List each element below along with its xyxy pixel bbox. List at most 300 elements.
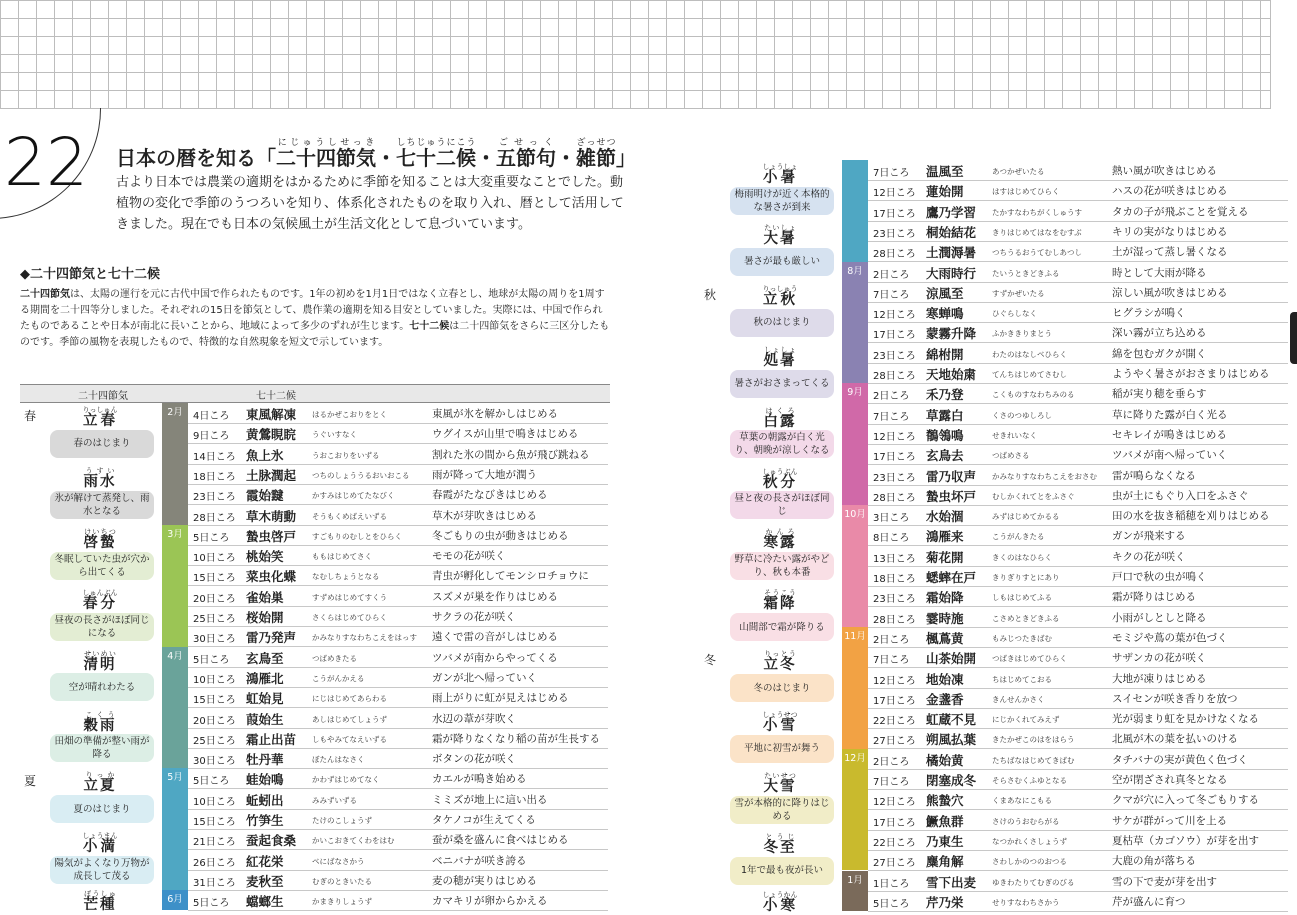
row-kou: 東風解凍 (246, 407, 297, 422)
sekki-cell (720, 221, 840, 282)
row-date: 23日ころ (873, 228, 916, 240)
sekki-name (720, 224, 840, 248)
row-date: 31日ころ (193, 877, 236, 889)
title-separator: ・ (556, 146, 576, 170)
row-date: 12日ころ (873, 188, 916, 200)
table-row (868, 627, 1288, 648)
sekki-name (720, 891, 840, 915)
title-term: 七十二候しちじゅうにこう (396, 138, 476, 170)
row-meaning: 雨が降って大地が潤う (432, 468, 537, 481)
table-row (868, 180, 1288, 201)
sekki-ruby: 芒種ぼうしゅ (83, 890, 117, 914)
sekki-cell (720, 830, 840, 891)
title-suffix: 」 (616, 146, 636, 170)
table-row (868, 586, 1288, 607)
table-row (188, 708, 608, 729)
row-kou: 蓮始開 (926, 184, 964, 200)
title-separator: ・ (476, 146, 496, 170)
row-reading: にじはじめてあらわる (312, 694, 387, 704)
table-row (868, 383, 1288, 404)
row-meaning: 草木が芽吹きはじめる (432, 509, 537, 522)
title-term: 雑節ざっせつ (576, 138, 616, 170)
row-kou: 紅花栄 (246, 853, 284, 869)
sekki-description: 陽気がよくなり万物が成長して茂る (50, 856, 154, 884)
sekki-cell (720, 343, 840, 404)
sekki-ruby: 立冬りっとう (763, 650, 797, 674)
sekki-name (40, 650, 160, 674)
row-kou: 禾乃登 (926, 387, 964, 403)
row-kou: 水始涸 (926, 509, 964, 525)
row-meaning: ベニバナが咲き誇る (432, 854, 527, 867)
row-kou: 大雨時行 (926, 265, 977, 281)
month-label: 6月 (167, 894, 183, 906)
sekki-description: 田畑の準備が整い雨が降る (50, 734, 154, 762)
month-label: 10月 (844, 509, 866, 521)
row-kou: 雷乃発声 (246, 630, 297, 646)
sekki-ruby: 立秋りっしゅう (762, 284, 798, 308)
table-header (20, 384, 610, 403)
row-date: 3日ころ (873, 513, 910, 525)
title-term: 二十四節気にじゅうしせっき (276, 138, 376, 170)
row-reading: たちばなはじめてきばむ (992, 755, 1075, 765)
table-row (188, 505, 608, 526)
sekki-name (720, 528, 840, 552)
table-row (868, 241, 1288, 262)
row-date: 5日ころ (193, 654, 230, 666)
month-label: 2月 (167, 407, 183, 418)
row-reading: そうもくめばえいずる (312, 511, 387, 521)
row-kou: 霜止出苗 (246, 731, 297, 747)
row-meaning: 北風が木の葉を払いのける (1112, 733, 1238, 746)
row-kou: 虹始見 (246, 691, 284, 707)
table-row (188, 626, 608, 647)
row-date: 20日ころ (193, 715, 236, 727)
row-kou: 桐始結花 (926, 224, 977, 240)
row-date: 23日ころ (873, 594, 916, 606)
row-meaning: タケノコが生えてくる (432, 814, 536, 826)
month-label: 4月 (167, 650, 183, 662)
sekki-cell (720, 465, 840, 526)
row-date: 28日ころ (193, 512, 236, 524)
row-date: 4日ころ (193, 411, 230, 422)
row-meaning: カマキリが卵からかえる (432, 895, 548, 908)
row-date: 23日ころ (873, 472, 916, 484)
sekki-name (720, 468, 840, 492)
row-reading: つちうるおうてむしあつし (992, 248, 1082, 258)
row-meaning: 虫が土にもぐり入口をふさぐ (1112, 489, 1249, 502)
table-row (188, 525, 608, 546)
table-row (868, 201, 1288, 222)
row-reading: しもはじめてふる (992, 593, 1052, 603)
row-date: 27日ころ (873, 736, 916, 748)
table-row (188, 606, 608, 627)
row-reading: わたのはなしべひらく (992, 349, 1067, 359)
table-row (868, 363, 1288, 384)
title-terms (276, 138, 616, 170)
row-kou: 温風至 (926, 164, 964, 179)
sekki-cell (720, 769, 840, 830)
body-text: は二十四節気をさらに三区分したものです。季節の風物を表現したもので、特徴的な自然現象を短文で示しています。 (20, 321, 610, 348)
row-date: 27日ころ (873, 858, 916, 870)
row-meaning: ボタンの花が咲く (432, 753, 516, 766)
title-term: 五節句ごせっく (496, 138, 556, 170)
sekki-cell (40, 890, 160, 914)
table-row (188, 829, 608, 850)
row-date: 12日ころ (873, 431, 916, 443)
sekki-ruby: 小暑しょうしょ (762, 163, 798, 186)
row-meaning: モミジや蔦の葉が色づく (1112, 631, 1228, 644)
table-row (868, 282, 1288, 303)
row-kou: 蟄虫坏戸 (926, 488, 977, 504)
row-meaning: 大鹿の角が落ちる (1112, 855, 1196, 868)
term-bold: 二十四節気 (20, 289, 70, 300)
row-date: 20日ころ (193, 593, 236, 605)
row-reading: きりぎりすとにあり (992, 573, 1060, 582)
row-date: 28日ころ (873, 371, 916, 382)
sekki-description: 秋のはじまり (730, 309, 834, 337)
table-row (188, 809, 608, 830)
row-date: 5日ころ (193, 776, 230, 788)
row-meaning: 割れた氷の間から魚が飛び跳ねる (432, 448, 590, 461)
table-row (188, 647, 608, 668)
sekki-description: 野草に冷たい露がやどり、秋も本番 (730, 552, 834, 580)
row-meaning: 涼しい風が吹きはじめる (1112, 286, 1228, 299)
row-meaning: スズメが巣を作りはじめる (432, 590, 558, 603)
sekki-cell (40, 708, 160, 769)
row-reading: べにばなさかう (312, 856, 365, 866)
sekki-name (720, 589, 840, 613)
row-date: 2日ころ (873, 756, 910, 768)
table-row (188, 545, 608, 566)
sekki-description: 平地に初雪が舞う (730, 735, 834, 763)
row-date: 22日ころ (873, 837, 916, 849)
title-prefix: 日本の暦を知る「 (116, 146, 276, 170)
row-reading: なむしちょうとなる (312, 572, 380, 582)
row-date: 13日ころ (873, 553, 916, 565)
row-meaning: 遠くで雷の音がしはじめる (432, 631, 558, 644)
sekki-ruby: 小満しょうまん (82, 832, 118, 856)
row-date: 18日ころ (193, 471, 236, 483)
table-row (868, 221, 1288, 242)
row-meaning: スイセンが咲き香りを放つ (1112, 692, 1238, 705)
row-date: 7日ころ (873, 411, 910, 423)
sekki-ruby: 小雪しょうせつ (762, 711, 798, 735)
table-row (188, 403, 608, 424)
row-meaning: 水辺の葦が芽吹く (432, 712, 516, 725)
row-kou: 葭始生 (246, 711, 284, 727)
table-row (188, 768, 608, 789)
row-kou: 蛙始鳴 (246, 772, 284, 788)
sekki-ruby: 小寒しょうかん (762, 890, 798, 914)
row-meaning: 冬ごもりの虫が動きはじめる (432, 529, 569, 542)
row-reading: ゆきわたりてむぎのびる (992, 877, 1075, 887)
row-reading: つばめさる (992, 451, 1030, 461)
sekki-cell (40, 768, 160, 829)
header-kou: 七十二候 (256, 391, 296, 402)
table-row (868, 404, 1288, 425)
sekki-description: 春のはじまり (50, 430, 154, 458)
row-reading: あしはじめてしょうず (312, 714, 387, 724)
row-reading: かみなりすなわちこえをおさむ (992, 471, 1097, 481)
row-reading: はすはじめてひらく (992, 187, 1060, 197)
row-meaning: タチバナの実が黄色く色づく (1112, 753, 1248, 766)
row-meaning: ヒグラシが鳴く (1112, 307, 1186, 320)
sekki-name (40, 771, 160, 795)
row-reading: つばめきたる (312, 653, 357, 663)
table-row (188, 687, 608, 708)
row-kou: 麦秋至 (246, 873, 284, 889)
table-row (868, 322, 1288, 343)
row-kou: 菊花開 (926, 549, 964, 565)
row-kou: 虹蔵不見 (926, 712, 977, 728)
row-reading: さけのうおむらがる (992, 816, 1060, 826)
row-reading: はるかぜこおりをとく (312, 410, 387, 419)
table-row (188, 870, 608, 891)
row-reading: つばきはじめてひらく (992, 654, 1067, 664)
table-row (868, 668, 1288, 689)
month-bar (842, 160, 868, 262)
row-meaning: 戸口で秋の虫が鳴く (1112, 571, 1207, 583)
row-meaning: サケが群がって川を上る (1112, 814, 1228, 827)
season-label: 冬 (704, 653, 717, 668)
table-row (868, 424, 1288, 445)
table-row (868, 830, 1288, 851)
row-reading: こうがんかえる (312, 673, 365, 683)
page-side-tab (1290, 312, 1297, 364)
row-date: 30日ころ (193, 756, 236, 768)
row-date: 15日ころ (193, 817, 236, 828)
sekki-cell (720, 708, 840, 769)
row-meaning: ガンが北へ帰っていく (432, 671, 537, 684)
sekki-ruby: 白露はくろ (763, 406, 797, 430)
row-meaning: 夏枯草（カゴソウ）が芽を出す (1112, 834, 1259, 847)
row-date: 17日ころ (873, 208, 916, 220)
row-reading: みみずいずる (312, 795, 357, 805)
sekki-description: 暑さが最も厳しい (730, 248, 834, 276)
sekki-description: 梅雨明けが近く本格的な暑さが到来 (730, 187, 834, 215)
row-date: 25日ころ (193, 614, 236, 625)
row-kou: 鴻雁来 (926, 529, 964, 545)
row-reading: すずかぜいたる (992, 288, 1045, 298)
table-row (868, 728, 1288, 749)
table-row (868, 708, 1288, 729)
row-kou: 竹笋生 (246, 813, 284, 828)
sekki-ruby: 清明せいめい (83, 649, 117, 673)
sekki-ruby: 冬至とうじ (763, 832, 797, 856)
sekki-ruby: 啓蟄けいちつ (83, 527, 117, 551)
row-meaning: 霜が降りなくなり稲の苗が生長する (432, 732, 600, 745)
row-reading: ぼたんはなさく (312, 755, 365, 765)
term-bold: 七十二候 (409, 321, 450, 332)
month-label: 12月 (844, 752, 866, 764)
row-reading: きくのはなひらく (992, 552, 1052, 562)
row-meaning: 雪の下で麦が芽を出す (1112, 875, 1217, 888)
row-kou: 魚上氷 (246, 447, 284, 463)
row-meaning: 時として大雨が降る (1112, 266, 1207, 279)
row-reading: きたかぜこのはをはらう (992, 735, 1075, 745)
row-date: 5日ころ (193, 898, 230, 910)
row-kou: 霎時施 (926, 610, 964, 626)
row-reading: ももはじめてさく (312, 552, 372, 562)
intro-paragraph: 古より日本では農業の適期をはかるために季節を知ることは大変重要なことでした。動植物の変化で季節のうつろいを知り、体系化されたものを取り入れ、暦として活用してきました。現在でも日本の気候風土が生活文化として息づいています。 (116, 175, 624, 232)
table-row (188, 484, 608, 505)
sekki-name (720, 833, 840, 857)
row-date: 10日ころ (193, 674, 236, 686)
sekki-name (720, 711, 840, 735)
table-row (868, 546, 1288, 567)
sekki-name (720, 650, 840, 674)
row-meaning: 雨上がりに虹が見えはじめる (432, 692, 569, 705)
row-reading: こうがんきたる (992, 532, 1045, 542)
table-row (868, 891, 1288, 912)
sekki-name (40, 528, 160, 552)
row-reading: くまあなにこもる (992, 796, 1052, 806)
row-kou: 橘始黄 (926, 752, 964, 768)
row-kou: 麋角解 (926, 854, 964, 870)
row-reading: かわずはじめてなく (312, 775, 380, 785)
table-row (868, 850, 1288, 871)
row-kou: 鷹乃学習 (926, 204, 977, 220)
row-meaning: 小雨がしとしと降る (1112, 611, 1207, 624)
row-date: 5日ころ (873, 898, 910, 910)
sekki-cell (720, 404, 840, 465)
row-meaning: キリの実がなりはじめる (1112, 225, 1228, 238)
row-date: 26日ころ (193, 857, 236, 869)
row-reading: こくものすなわちみのる (992, 390, 1075, 400)
row-kou: 閉塞成冬 (926, 773, 977, 788)
row-reading: うおこおりをいずる (312, 450, 380, 460)
table-row (188, 667, 608, 688)
row-meaning: 青虫が孵化してモンシロチョウに (432, 570, 589, 583)
row-reading: ひぐらしなく (992, 309, 1037, 319)
table-row (188, 444, 608, 465)
sekki-ruby: 穀雨こくう (83, 710, 117, 734)
row-meaning: 土が湿って蒸し暑くなる (1112, 246, 1228, 259)
row-kou: 鱖魚群 (926, 813, 964, 829)
row-date: 22日ころ (873, 716, 916, 728)
row-kou: 草露白 (926, 407, 964, 423)
page-title (116, 138, 636, 171)
sekki-ruby: 秋分しゅうぶん (762, 467, 798, 491)
sekki-ruby: 処暑しょしょ (763, 345, 797, 369)
sekki-ruby: 寒露かんろ (763, 528, 797, 552)
table-row (188, 565, 608, 586)
row-kou: 草木萌動 (246, 508, 297, 524)
row-date: 17日ころ (873, 817, 916, 829)
row-kou: 蟄虫啓戸 (246, 528, 297, 544)
row-reading: こさめときどきふる (992, 613, 1060, 623)
row-reading: そらさむくふゆとなる (992, 776, 1067, 785)
row-kou: 寒蝉鳴 (926, 306, 964, 322)
sekki-ruby: 霜降そうこう (763, 589, 797, 613)
row-meaning: ようやく暑さがおさまりはじめる (1112, 368, 1270, 380)
row-date: 23日ころ (873, 350, 916, 362)
row-date: 8日ころ (873, 533, 910, 545)
sekki-cell (40, 525, 160, 586)
row-date: 18日ころ (873, 574, 916, 585)
row-reading: みずはじめてかるる (992, 512, 1060, 522)
row-meaning: セキレイが鳴きはじめる (1112, 428, 1227, 441)
row-meaning: 東風が氷を解かしはじめる (432, 408, 558, 420)
table-row (188, 728, 608, 749)
row-kou: 霜始降 (926, 590, 964, 606)
row-reading: あつかぜいたる (992, 167, 1045, 176)
table-row (868, 525, 1288, 546)
row-date: 12日ころ (873, 310, 916, 322)
row-date: 25日ころ (193, 735, 236, 747)
row-meaning: 稲が実り穂を垂らす (1112, 388, 1207, 401)
sekki-description: 冬のはじまり (730, 674, 834, 702)
row-date: 10日ころ (193, 553, 236, 565)
sekki-ruby: 立夏りっか (83, 771, 117, 795)
row-reading: てんちはじめてさむし (992, 370, 1067, 379)
row-reading: にじかくれてみえず (992, 715, 1060, 725)
row-meaning: ツバメが南へ帰っていく (1112, 449, 1228, 462)
table-row (868, 485, 1288, 506)
chapter-number: 22 (4, 124, 88, 201)
row-kou: 山茶始開 (926, 651, 977, 667)
sekki-name (720, 772, 840, 796)
row-kou: 玄鳥去 (926, 448, 964, 464)
row-kou: 桃始笑 (246, 549, 284, 565)
row-kou: 蟷螂生 (246, 894, 284, 910)
season-label: 春 (24, 409, 37, 423)
month-label: 8月 (847, 265, 863, 277)
table-row (188, 464, 608, 485)
sekki-cell (720, 525, 840, 586)
row-kou: 地始凍 (926, 671, 964, 687)
row-reading: きりはじめてはなをむすぶ (992, 227, 1082, 237)
table-row (188, 423, 608, 444)
table-row (868, 444, 1288, 465)
table-row (188, 789, 608, 810)
row-reading: かみなりすなわちこえをはっす (312, 633, 417, 643)
sekki-cell (720, 160, 840, 221)
row-reading: なつかれくさしょうず (992, 836, 1067, 846)
sekki-description: 昼夜の長さがほぼ同じになる (50, 613, 154, 641)
row-meaning: キクの花が咲く (1112, 550, 1186, 563)
sekki-description: 暑さがおさまってくる (730, 370, 834, 398)
sekki-cell (40, 829, 160, 890)
sekki-name (720, 285, 840, 309)
row-reading: かすみはじめてたなびく (312, 491, 395, 501)
row-meaning: ガンが飛来する (1112, 530, 1186, 543)
row-date: 14日ころ (193, 451, 236, 463)
row-reading: しもやみてなえいずる (312, 734, 387, 744)
table-row (868, 647, 1288, 668)
sekki-ruby: 大暑たいしょ (763, 223, 797, 247)
row-reading: さわしかのつのおつる (992, 857, 1067, 867)
row-kou: 玄鳥至 (246, 650, 284, 666)
sekki-ruby: 立春りっしゅん (82, 406, 118, 429)
table-row (188, 586, 608, 607)
row-meaning: ツバメが南からやってくる (432, 651, 558, 664)
row-kou: 熊蟄穴 (926, 793, 964, 809)
table-row (188, 748, 608, 769)
row-kou: 蚕起食桑 (246, 833, 297, 849)
sekki-name (40, 406, 160, 430)
row-meaning: 深い霧が立ち込める (1112, 327, 1207, 340)
row-kou: 鴻雁北 (246, 670, 284, 686)
row-meaning: タカの子が飛ぶことを覚える (1112, 205, 1249, 218)
row-reading: つちのしょううるおいおこる (312, 470, 410, 480)
row-date: 23日ころ (193, 492, 236, 504)
table-row (868, 302, 1288, 323)
body-text: は、太陽の運行を元に古代中国で作られたものです。1年の初めを1月1日ではなく立春とし、地球が太陽の周りを1周する期間を二十四等分しました。それぞれの15日を節気として、農作業の適期を知る目安としていました。実際には、中国で作られたものであることや日本が南北に長いことから、地域によって多少のずれが生じます。 (20, 289, 605, 332)
sekki-cell (40, 464, 160, 525)
row-kou: 涼風至 (926, 285, 964, 301)
row-date: 7日ころ (873, 168, 910, 179)
